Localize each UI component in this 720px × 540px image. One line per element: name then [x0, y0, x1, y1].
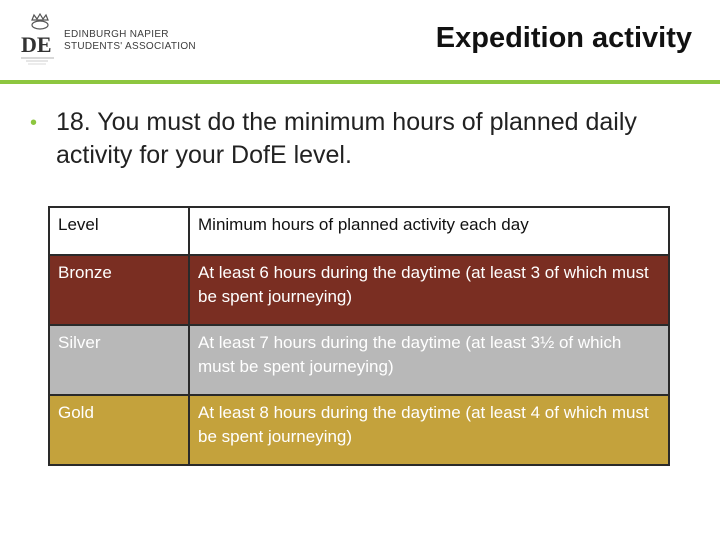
activity-cell: At least 6 hours during the daytime (at least 3 of which must be spent journeying)	[189, 255, 669, 325]
level-cell: Gold	[49, 395, 189, 465]
header-activity: Minimum hours of planned activity each day	[189, 207, 669, 255]
logo	[18, 12, 208, 68]
activity-cell: At least 8 hours during the daytime (at least 4 of which must be spent journeying)	[189, 395, 669, 465]
logo-line-1: EDINBURGH NAPIER	[64, 29, 169, 40]
level-cell: Silver	[49, 325, 189, 395]
table-row-gold	[49, 395, 669, 465]
table-row-bronze	[49, 255, 669, 325]
levels-table	[48, 206, 670, 466]
bullet-text: 18. You must do the minimum hours of planned daily activity for your DofE level.	[56, 108, 637, 169]
header-level: Level	[49, 207, 189, 255]
page-title: Expedition activity	[435, 22, 692, 54]
logo-line-2: STUDENTS' ASSOCIATION	[64, 41, 196, 52]
bullet-icon: •	[30, 112, 38, 134]
dofe-crown-icon	[18, 12, 62, 68]
table-row-silver	[49, 325, 669, 395]
level-cell: Bronze	[49, 255, 189, 325]
logo-text	[64, 29, 196, 53]
activity-cell: At least 7 hours during the daytime (at least 3½ of which must be spent journeying)	[189, 325, 669, 395]
logo-mark-text: DE	[21, 32, 52, 57]
table-header-row	[49, 207, 669, 255]
bullet-point	[30, 106, 690, 172]
header-divider	[0, 80, 720, 84]
